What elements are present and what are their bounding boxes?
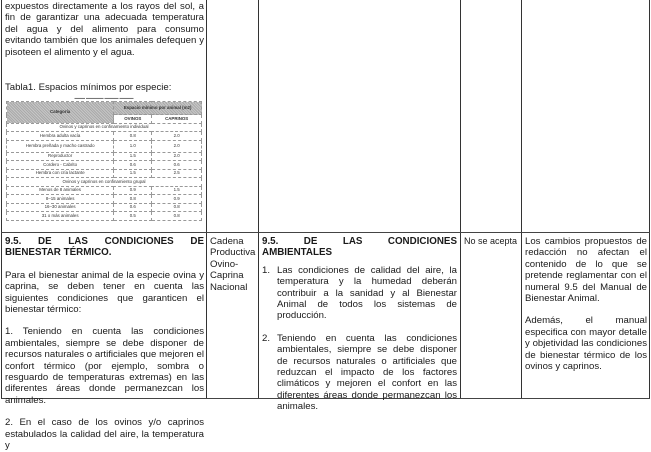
proponent-line-1: Cadena (210, 236, 244, 247)
main-row-col3 (262, 236, 457, 413)
table-row (7, 140, 202, 152)
column-divider-3 (460, 0, 461, 399)
header-category: Categoría (7, 102, 114, 124)
table-cell-ovinos: 1.5 (114, 152, 152, 161)
table-cell-category: Cordero - Cabrito (7, 161, 114, 170)
table-row (7, 161, 202, 170)
column-divider-2 (258, 0, 259, 399)
proponent-line-4: Caprina (210, 270, 244, 282)
proposed-item-text: Teniendo en cuenta las condiciones ambientales, siempre se debe disponer de recursos naturales o artificiales que reduzcan el impacto de los factores climáticos y mejoren el confort en las diferentes áreas donde permanezcan los animales. (277, 332, 457, 413)
proponent-line-5: Nacional (210, 281, 248, 293)
table-cell-ovinos: 0.9 (114, 186, 152, 195)
table-row (7, 212, 202, 221)
intro-paragraph: Para el bienestar animal de la especie ovina y caprina, se deben tener en cuenta las siguientes condiciones que garanticen el bienestar térmico: (5, 269, 204, 316)
main-row-col4 (464, 236, 520, 247)
table-cell-ovinos: 1.5 (114, 169, 152, 178)
proposed-item-text: Las condiciones de calidad del aire, la temperatura y la humedad deberán contribuir a la sanidad y al Bienestar Animal de todos los sistemas de producción. (277, 264, 457, 322)
main-row-col1 (5, 236, 204, 452)
main-row-col2 (210, 236, 257, 293)
section-heading-original: 9.5. DE LAS CONDICIONES DE BIENESTAR TÉRMICO. (5, 236, 204, 259)
main-row-col5 (525, 236, 647, 372)
table-cell-caprinos: 1.5 (152, 186, 202, 195)
table-row (7, 203, 202, 212)
table-row (7, 132, 202, 141)
table-cell-caprinos: 0.9 (152, 195, 202, 204)
table-cell-ovinos: 1.0 (114, 140, 152, 152)
row-divider (1, 232, 650, 233)
table-row (7, 152, 202, 161)
species-space-table (6, 96, 202, 221)
proponent-line-3: Ovino- (210, 258, 239, 270)
table-cell-ovinos: 0.5 (114, 212, 152, 221)
table-cell-caprinos: 0.8 (152, 212, 202, 221)
column-divider-1 (206, 0, 207, 399)
header-ovinos: OVINOS (114, 115, 152, 124)
proposed-item-number: 2. (262, 332, 271, 344)
table-section-title: Ovinos y caprinos en confinamiento grupal (7, 178, 202, 187)
table-caption: Tabla1. Espacios mínimos por especie: (5, 82, 172, 94)
table-cell-category: Menos de 8 animales (7, 186, 114, 195)
table-cell-category: Reproductor (7, 152, 114, 161)
column-divider-4 (521, 0, 522, 399)
section-heading-proposed: 9.5. DE LAS CONDICIONES AMBIENTALES (262, 236, 457, 259)
original-item-1: 1. Teniendo en cuenta las condiciones ambientales, siempre se debe disponer de recursos naturales o artificiales que mejoren el confort térmico (por ejemplo, sombra o resguardo de temperaturas extremas) en las diferentes áreas donde permanezcan los animales. (5, 326, 204, 406)
justification-paragraph-2: Además, el manual especifica con mayor detalle y objetividad las condiciones de bienestar térmico de los ovinos y caprinos. (525, 315, 647, 373)
table-cell-caprinos: 0.6 (152, 161, 202, 170)
table-cell-category: 8–15 animales (7, 195, 114, 204)
table-cell-ovinos: 0.8 (114, 132, 152, 141)
table-image-caption: ▬▬▬ ▬▬▬▬▬ ▬▬▬▬ ▬▬▬▬ (74, 96, 134, 100)
table-cell-caprinos: 2.5 (152, 169, 202, 178)
table-cell-category: Hembra adulta vacía (7, 132, 114, 141)
original-item-2: 2. En el caso de los ovinos y/o caprinos estabulados la calidad del aire, la temperatura y (5, 417, 204, 452)
table-cell-category: Hembra preñada y macho castrado (7, 140, 114, 152)
table-cell-category: Hembra con cría lactante (7, 169, 114, 178)
table-cell-caprinos: 2.0 (152, 132, 202, 141)
table-cell-caprinos: 2.0 (152, 152, 202, 161)
header-caprinos: CAPRINOS (152, 115, 202, 124)
proposed-item (262, 333, 457, 413)
table-cell-ovinos: 0.6 (114, 161, 152, 170)
table-cell-category: 31 o más animales (7, 212, 114, 221)
table-row (7, 195, 202, 204)
table-cell-ovinos: 0.8 (114, 195, 152, 204)
table-section-title: Ovinos y caprinos en confinamiento individual (7, 123, 202, 132)
proposed-item-number: 1. (262, 264, 271, 276)
decision-status: No se acepta (464, 236, 518, 246)
proposed-item (262, 265, 457, 322)
justification-paragraph-1: Los cambios propuestos de redacción no afectan el contenido de lo que se pretende reglamentar con el numeral 9.5 del Manual de Bienestar Animal. (525, 236, 647, 305)
table-row (7, 186, 202, 195)
top-row-col1 (5, 1, 204, 93)
table-border-left (1, 0, 2, 399)
proponent-line-2: Productiva (210, 247, 256, 259)
continuation-paragraph: expuestos directamente a los rayos del sol, a fin de garantizar una adecuada temperatura del agua y del alimento para consumo evitando también que los animales defequen y pisoteen el alimento y el agua. (5, 1, 204, 58)
table-cell-caprinos: 2.0 (152, 140, 202, 152)
header-space: Espacio mínimo por animal (m2) (114, 102, 202, 115)
table-cell-caprinos: 0.8 (152, 203, 202, 212)
table-border-right (649, 0, 650, 399)
table-cell-category: 16–30 animales (7, 203, 114, 212)
table-cell-ovinos: 0.6 (114, 203, 152, 212)
table-row (7, 169, 202, 178)
